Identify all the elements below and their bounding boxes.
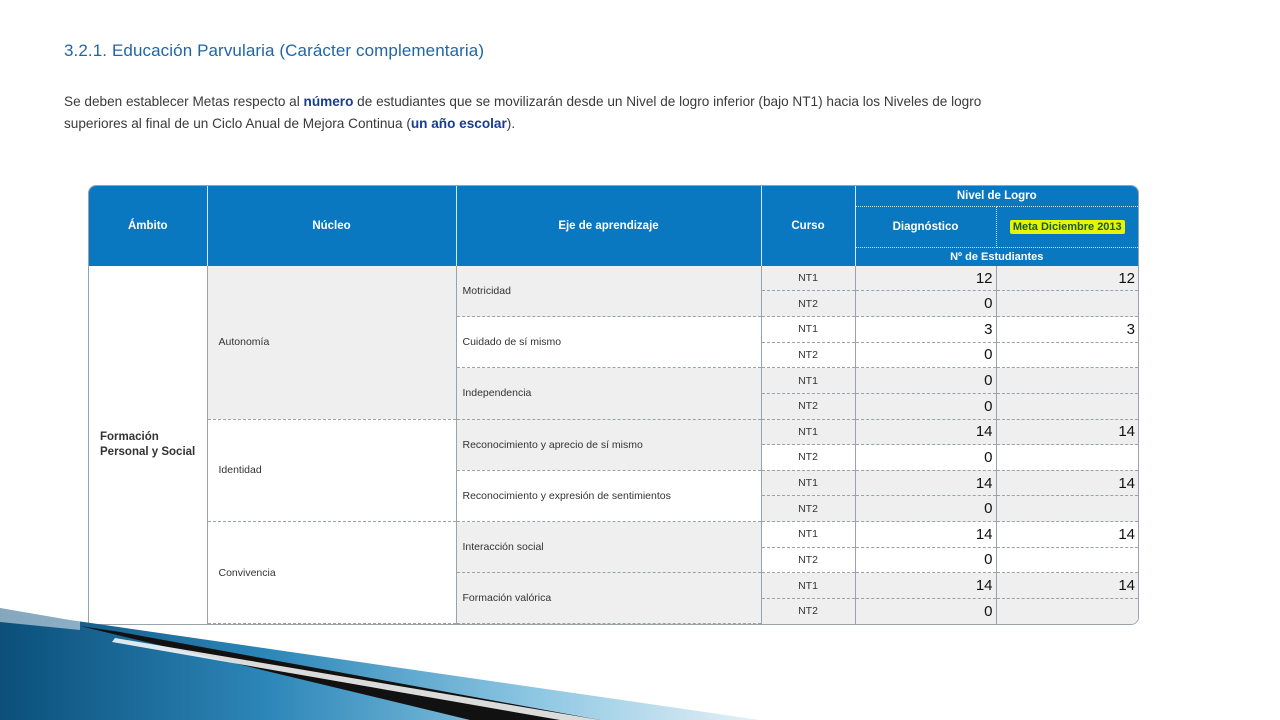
diagnostico-value: 0 xyxy=(855,291,996,317)
meta-value xyxy=(996,393,1138,419)
curso-cell: NT2 xyxy=(761,598,855,623)
meta-value: 14 xyxy=(996,573,1138,599)
diagnostico-value: 0 xyxy=(855,547,996,573)
curso-cell: NT2 xyxy=(761,291,855,317)
eje-cell: Formación valórica xyxy=(456,573,761,624)
meta-value: 12 xyxy=(996,266,1138,291)
eje-cell: Reconocimiento y expresión de sentimientos xyxy=(456,470,761,521)
diagnostico-value: 0 xyxy=(855,598,996,623)
diagnostico-value: 12 xyxy=(855,266,996,291)
curso-cell: NT1 xyxy=(761,419,855,445)
eje-cell: Cuidado de sí mismo xyxy=(456,317,761,368)
goals-table xyxy=(88,185,1139,625)
diagnostico-value: 14 xyxy=(855,419,996,445)
meta-value xyxy=(996,445,1138,471)
nucleo-cell: Identidad xyxy=(207,419,456,522)
intro-paragraph xyxy=(64,91,1004,135)
decorative-swoosh xyxy=(0,590,760,720)
meta-value xyxy=(996,598,1138,623)
curso-cell: NT1 xyxy=(761,266,855,291)
eje-cell: Interacción social xyxy=(456,522,761,573)
meta-diciembre-badge: Meta Diciembre 2013 xyxy=(1010,220,1125,234)
header-diagnostico: Diagnóstico xyxy=(855,207,996,248)
curso-cell: NT2 xyxy=(761,496,855,522)
intro-text-3: ). xyxy=(506,116,516,131)
section-heading: 3.2.1. Educación Parvularia (Carácter complementaria) xyxy=(64,41,485,60)
diagnostico-value: 3 xyxy=(855,317,996,343)
diagnostico-value: 0 xyxy=(855,368,996,394)
table-row xyxy=(89,266,1138,291)
header-estudiantes: Nº de Estudiantes xyxy=(855,248,1138,267)
diagnostico-value: 14 xyxy=(855,470,996,496)
curso-cell: NT2 xyxy=(761,342,855,368)
intro-text-1: Se deben establecer Metas respecto al xyxy=(64,94,304,109)
nucleo-cell: Autonomía xyxy=(207,266,456,419)
diagnostico-value: 0 xyxy=(855,393,996,419)
meta-value xyxy=(996,368,1138,394)
curso-cell: NT1 xyxy=(761,470,855,496)
header-eje: Eje de aprendizaje xyxy=(456,186,761,266)
header-meta xyxy=(996,207,1138,248)
meta-value: 14 xyxy=(996,522,1138,548)
diagnostico-value: 14 xyxy=(855,573,996,599)
eje-cell: Independencia xyxy=(456,368,761,419)
table-row xyxy=(89,522,1138,548)
meta-value xyxy=(996,342,1138,368)
curso-cell: NT1 xyxy=(761,368,855,394)
eje-cell: Reconocimiento y aprecio de sí mismo xyxy=(456,419,761,470)
header-ambito: Ámbito xyxy=(89,186,207,266)
curso-cell: NT1 xyxy=(761,317,855,343)
header-curso: Curso xyxy=(761,186,855,266)
intro-bold-anio: un año escolar xyxy=(410,116,507,131)
meta-value xyxy=(996,547,1138,573)
diagnostico-value: 0 xyxy=(855,496,996,522)
meta-value: 14 xyxy=(996,419,1138,445)
diagnostico-value: 14 xyxy=(855,522,996,548)
header-nucleo: Núcleo xyxy=(207,186,456,266)
meta-value: 14 xyxy=(996,470,1138,496)
diagnostico-value: 0 xyxy=(855,342,996,368)
meta-value xyxy=(996,291,1138,317)
meta-value xyxy=(996,496,1138,522)
table-row xyxy=(89,419,1138,445)
diagnostico-value: 0 xyxy=(855,445,996,471)
header-nivel-logro: Nivel de Logro xyxy=(855,186,1138,207)
curso-cell: NT1 xyxy=(761,573,855,599)
curso-cell: NT2 xyxy=(761,445,855,471)
table-body xyxy=(89,266,1138,624)
nucleo-cell: Convivencia xyxy=(207,522,456,624)
intro-text-2: de estudiantes que se movilizarán desde un Nivel de logro inferior (bajo NT1) hacia los Niveles de logro superiores al final de un Ciclo Anual de Mejora Continua ( xyxy=(64,94,982,131)
curso-cell: NT1 xyxy=(761,522,855,548)
curso-cell: NT2 xyxy=(761,393,855,419)
meta-value: 3 xyxy=(996,317,1138,343)
ambito-cell: Formación Personal y Social xyxy=(89,266,207,624)
eje-cell: Motricidad xyxy=(456,266,761,317)
curso-cell: NT2 xyxy=(761,547,855,573)
intro-bold-numero: número xyxy=(303,94,354,109)
